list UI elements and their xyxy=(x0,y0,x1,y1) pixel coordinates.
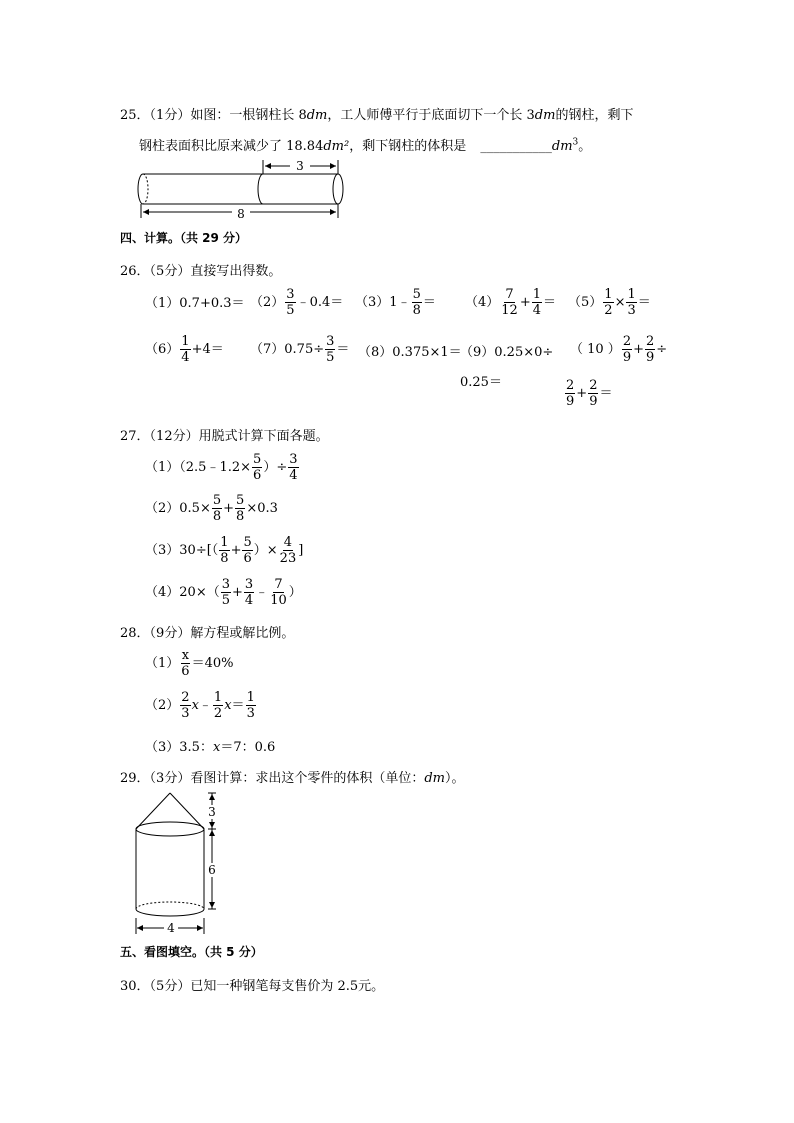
q27-header: 27．（12分）用脱式计算下面各题。 xyxy=(120,429,329,444)
q25-line2: 钢柱表面积比原来减少了 18.84dm²，剩下钢柱的体积是 $\_\_\_\_\_\_\_\_\_\_\_dm^3$。 xyxy=(139,137,592,154)
q28-header: 28．（9分）解方程或解比例。 xyxy=(120,626,295,641)
q29-label-cylinder-height: 6 xyxy=(208,863,216,877)
section5-title: 五、看图填空。（共 5 分） xyxy=(120,945,263,959)
q26-header: 26．（5分）直接写出得数。 xyxy=(120,264,282,279)
q27-problem-2: （2）0.5× $\frac{5}{8}$ + $\frac{5}{8}$ ×0.3 xyxy=(145,493,278,524)
q26-item-10-continued: $\frac{2}{9}$ + $\frac{2}{9}$ ＝ xyxy=(566,378,613,409)
q27-problem-1: （1）（2.5﹣1.2× $\frac{5}{6}$ ）÷ $\frac{3}{4}$ xyxy=(145,452,298,483)
q29-label-diameter: 4 xyxy=(167,921,175,935)
q28-problem-1: （1） $\frac{x}{6}$ ＝40% xyxy=(145,648,234,679)
q25-answer-blank[interactable]: ___________ xyxy=(480,139,552,154)
q25-score: （1分） xyxy=(149,108,191,123)
q25-cylinder-figure xyxy=(132,156,352,222)
q26-item-9-continued: 0.25＝ xyxy=(460,375,502,390)
q25-line1: 25．（1分）如图：一根钢柱长 8dm，工人师傅平行于底面切下一个长 3dm的钢柱，剩下 xyxy=(120,108,634,123)
q29-label-cone-height: 3 xyxy=(208,805,216,819)
q26-item-5: （5） $\frac{1}{2}$ × $\frac{1}{3}$ ＝ xyxy=(568,287,651,318)
q26-item-7: （7）0.75÷ $\frac{3}{5}$ ＝ xyxy=(250,334,350,365)
q29-cone-cylinder-figure xyxy=(128,788,228,938)
q25-label-8: 8 xyxy=(237,207,245,221)
q26-item-8: （8）0.375×1＝ xyxy=(358,345,462,360)
q28-problem-2: （2） $\frac{2}{3}$ x﹣ $\frac{1}{2}$ x＝ $\frac{1}{3}$ xyxy=(145,690,255,721)
q28-problem-3: （3）3.5：x＝7：0.6 xyxy=(145,740,276,755)
section4-title: 四、计算。（共 29 分） xyxy=(120,231,248,245)
q26-item-2: （2） $\frac{3}{5}$ ﹣0.4＝ xyxy=(250,287,344,318)
q27-problem-3: （3）30÷[（ $\frac{1}{8}$ + $\frac{5}{6}$ ）× $\frac{4}{23}$ ] xyxy=(145,535,304,566)
q27-problem-4: （4）20×（ $\frac{3}{5}$ + $\frac{3}{4}$ ﹣ $\frac{7}{10}$ ） xyxy=(145,577,302,608)
q25-number: 25． xyxy=(120,108,150,123)
q26-item-3: （3）1﹣ $\frac{5}{8}$ ＝ xyxy=(355,287,436,318)
q26-item-9: （9）0.25×0÷ xyxy=(460,345,554,360)
q30-text: 30．（5分）已知一种钢笔每支售价为 2.5元。 xyxy=(120,979,385,994)
q29-header: 29．（3分）看图计算：求出这个零件的体积（单位：dm）。 xyxy=(120,771,465,786)
q25-label-3: 3 xyxy=(296,159,304,173)
q26-item-10: （ 10 ） $\frac{2}{9}$ + $\frac{2}{9}$ ÷ xyxy=(570,334,668,365)
q26-item-4: （4） $\frac{7}{12}$ + $\frac{1}{4}$ ＝ xyxy=(465,287,557,318)
q26-item-6: （6） $\frac{1}{4}$ +4＝ xyxy=(145,334,224,365)
q26-item-1: （1）0.7+0.3＝ xyxy=(145,296,245,311)
